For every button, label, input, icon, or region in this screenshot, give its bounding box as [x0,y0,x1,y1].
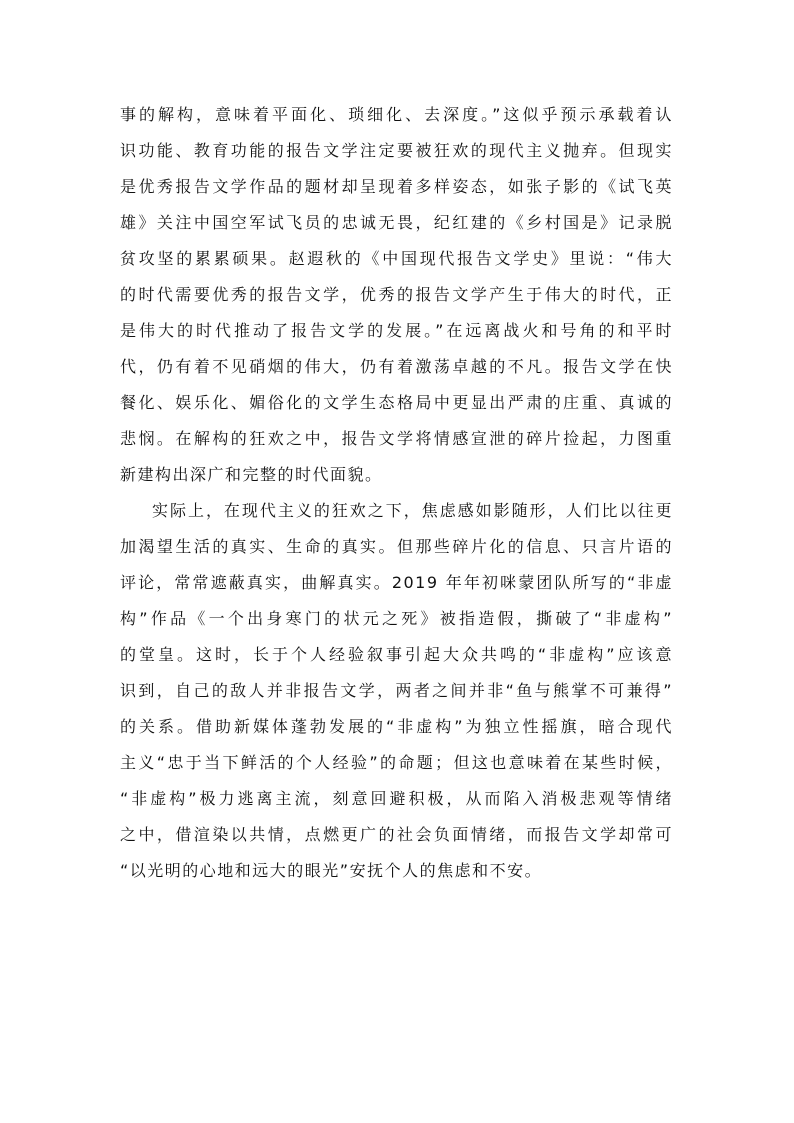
text-line: 的关系。借助新媒体蓬勃发展的“非虚构”为独立性摇旗，暗合现代 [120,717,673,736]
text-line: 是优秀报告文学作品的题材却呈现着多样姿态，如张子影的《试飞英 [120,177,673,196]
text-line: 实际上，在现代主义的狂欢之下，焦虑感如影随形，人们比以往更 [152,501,673,520]
text-line: 的时代需要优秀的报告文学，优秀的报告文学产生于伟大的时代，正 [120,285,673,304]
text-line: 的堂皇。这时，长于个人经验叙事引起大众共鸣的“非虚构”应该意 [120,645,673,664]
text-line: 加渴望生活的真实、生命的真实。但那些碎片化的信息、只言片语的 [120,537,673,556]
text-line: 主义“忠于当下鲜活的个人经验”的命题；但这也意味着在某些时候， [120,753,673,772]
text-line: “以光明的心地和远大的眼光”安抚个人的焦虑和不安。 [120,861,543,880]
text-line: “非虚构”极力逃离主流，刻意回避积极，从而陷入消极悲观等情绪 [120,789,673,808]
text-line: 新建构出深广和完整的时代面貌。 [120,465,383,484]
text-line: 餐化、娱乐化、媚俗化的文学生态格局中更显出严肃的庄重、真诚的 [120,393,673,412]
text-line: 是伟大的时代推动了报告文学的发展。”在远离战火和号角的和平时 [120,321,673,340]
text-line: 识功能、教育功能的报告文学注定要被狂欢的现代主义抛弃。但现实 [120,141,673,160]
text-line: 代，仍有着不见硝烟的伟大，仍有着激荡卓越的不凡。报告文学在快 [120,357,673,376]
text-line: 事的解构，意味着平面化、琐细化、去深度。”这似乎预示承载着认 [120,105,673,124]
text-line: 之中，借渲染以共情，点燃更广的社会负面情绪，而报告文学却常可 [120,825,673,844]
text-line: 构”作品《一个出身寒门的状元之死》被指造假，撕破了“非虚构” [120,609,673,628]
text-line: 评论，常常遮蔽真实，曲解真实。2019 年年初咪蒙团队所写的“非虚 [120,573,673,592]
text-line: 识到，自己的敌人并非报告文学，两者之间并非“鱼与熊掌不可兼得” [120,681,673,700]
text-line: 悲悯。在解构的狂欢之中，报告文学将情感宣泄的碎片捡起，力图重 [120,429,673,448]
text-line: 雄》关注中国空军试飞员的忠诚无畏，纪红建的《乡村国是》记录脱 [120,213,673,232]
text-line: 贫攻坚的累累硕果。赵遐秋的《中国现代报告文学史》里说：“伟大 [120,249,673,268]
